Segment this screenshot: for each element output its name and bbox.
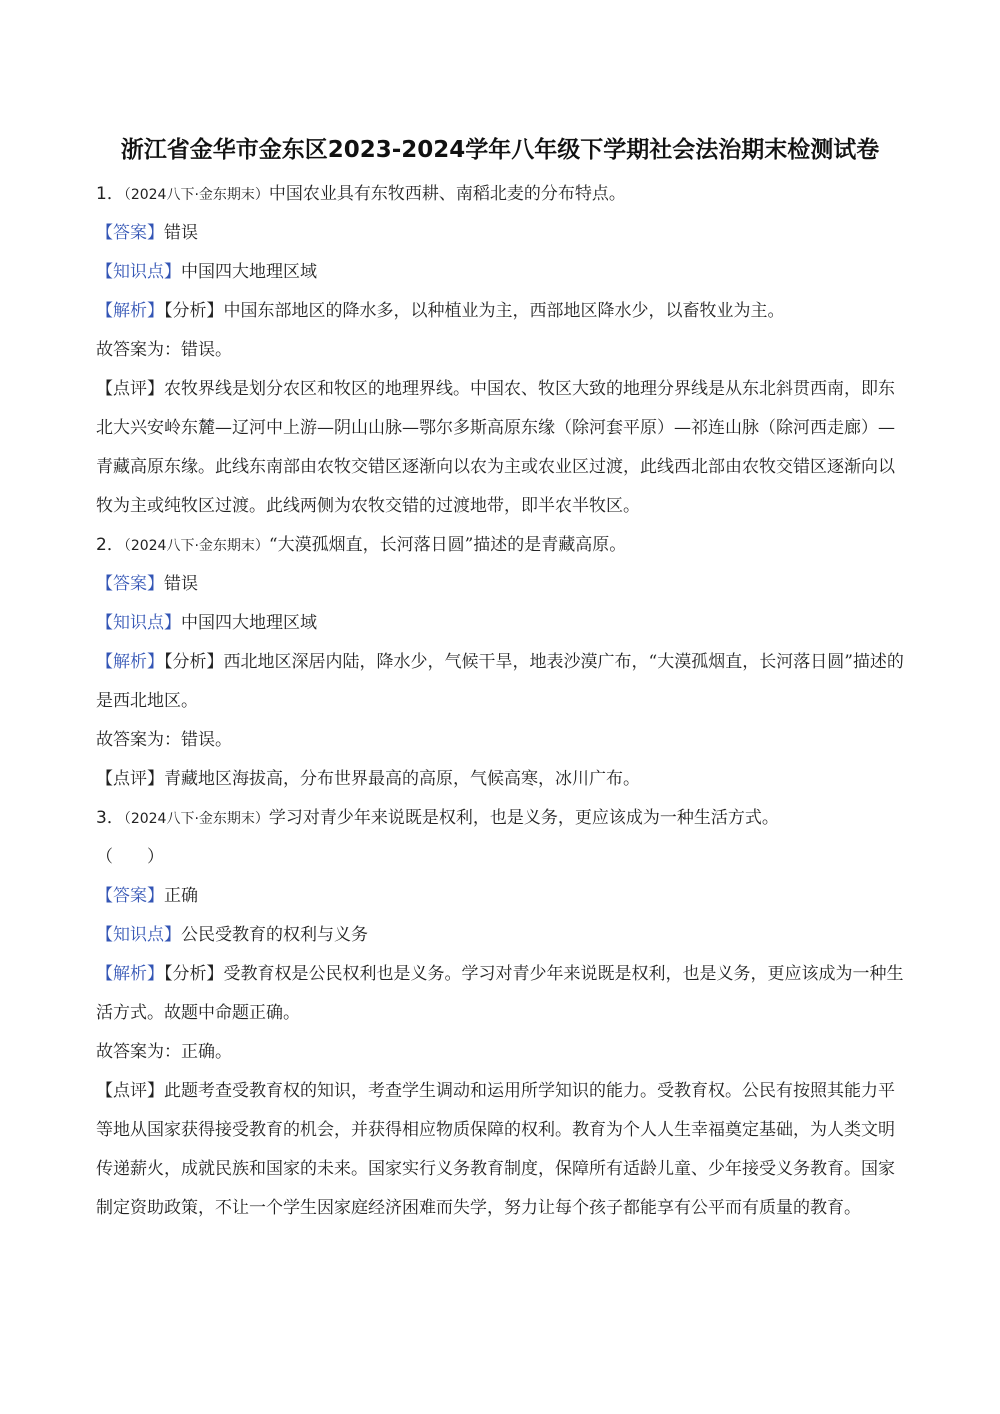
question-number: 1． <box>96 184 124 204</box>
answer-value: 错误 <box>164 223 198 243</box>
answer-row <box>96 877 906 916</box>
knowledge-value: 公民受教育的权利与义务 <box>181 925 368 945</box>
document-title: 浙江省金华市金东区2023-2024学年八年级下学期社会法治期末检测试卷 <box>120 137 880 163</box>
analysis-row <box>96 292 906 331</box>
question-source: （2024八下·金东期末） <box>123 187 269 203</box>
comment-paragraph <box>96 1072 906 1228</box>
answer-value: 正确 <box>164 886 198 906</box>
answer-label: 【答案】 <box>96 886 164 906</box>
question-number: 2． <box>96 535 124 555</box>
question-source: （2024八下·金东期末） <box>123 538 269 554</box>
answer-row <box>96 565 906 604</box>
question-list <box>96 175 906 1228</box>
fenxi-label: 【分析】 <box>164 652 224 672</box>
question-text: 中国农业具有东牧西耕、南稻北麦的分布特点。 <box>268 184 626 204</box>
comment-text: 此题考查受教育权的知识，考查学生调动和运用所学知识的能力。受教育权。公民有按照其能力平等地从国家获得接受教育的机会，并获得相应物质保障的权利。教育为个人人生幸福奠定基础，为人类文明传递薪火，成就民族和国家的未来。国家实行义务教育制度，保障所有适龄儿童、少年接受义务教育。国家制定资助政策，不让一个学生因家庭经济困难而失学，努力让每个孩子都能享有公平而有质量的教育。 <box>96 1081 895 1218</box>
fenxi-label: 【分析】 <box>164 964 224 984</box>
analysis-paragraph <box>96 955 906 1033</box>
answer-label: 【答案】 <box>96 223 164 243</box>
knowledge-label: 【知识点】 <box>96 262 181 282</box>
comment-row <box>96 760 906 799</box>
comment-label: 【点评】 <box>96 769 164 789</box>
analysis-text: 中国东部地区的降水多，以种植业为主，西部地区降水少，以畜牧业为主。 <box>223 301 785 321</box>
question-text: “大漠孤烟直，长河落日圆”描述的是青藏高原。 <box>268 535 627 555</box>
conclusion-row: 故答案为：错误。 <box>96 340 232 360</box>
analysis-text: 西北地区深居内陆，降水少，气候干旱，地表沙漠广布，“大漠孤烟直，长河落日圆”描述的是西北地区。 <box>96 652 904 711</box>
question-source: （2024八下·金东期末） <box>123 811 269 827</box>
knowledge-value: 中国四大地理区域 <box>181 613 317 633</box>
question-number: 3． <box>96 808 124 828</box>
comment-text: 农牧界线是划分农区和牧区的地理界线。中国农、牧区大致的地理分界线是从东北斜贯西南，即东北大兴安岭东麓—辽河中上游—阴山山脉—鄂尔多斯高原东缘（除河套平原）—祁连山脉（除河西走廊）—青藏高原东缘。此线东南部由农牧交错区逐渐向以农为主或农业区过渡，此线西北部由农牧交错区逐渐向以牧为主或纯牧区过渡。此线两侧为农牧交错的过渡地带，即半农半牧区。 <box>96 379 895 516</box>
question-stem <box>96 526 906 565</box>
analysis-label: 【解析】 <box>96 964 164 984</box>
comment-label: 【点评】 <box>96 1081 164 1101</box>
analysis-paragraph <box>96 643 906 721</box>
question-1 <box>96 175 906 526</box>
answer-row <box>96 214 906 253</box>
knowledge-row <box>96 916 906 955</box>
knowledge-value: 中国四大地理区域 <box>181 262 317 282</box>
conclusion-row: 故答案为：正确。 <box>96 1042 232 1062</box>
conclusion-row: 故答案为：错误。 <box>96 730 232 750</box>
analysis-label: 【解析】 <box>96 652 164 672</box>
knowledge-row <box>96 604 906 643</box>
knowledge-label: 【知识点】 <box>96 925 181 945</box>
answer-value: 错误 <box>164 574 198 594</box>
answer-blank: （ ） <box>96 847 164 867</box>
analysis-text: 受教育权是公民权利也是义务。学习对青少年来说既是权利，也是义务，更应该成为一种生活方式。故题中命题正确。 <box>96 964 904 1023</box>
question-text: 学习对青少年来说既是权利，也是义务，更应该成为一种生活方式。 <box>268 808 779 828</box>
comment-label: 【点评】 <box>96 379 164 399</box>
question-stem <box>96 799 906 838</box>
analysis-label: 【解析】 <box>96 301 164 321</box>
question-3 <box>96 799 906 1228</box>
comment-paragraph <box>96 370 906 526</box>
answer-label: 【答案】 <box>96 574 164 594</box>
question-stem <box>96 175 906 214</box>
comment-text: 青藏地区海拔高，分布世界最高的高原，气候高寒，冰川广布。 <box>164 769 640 789</box>
knowledge-row <box>96 253 906 292</box>
knowledge-label: 【知识点】 <box>96 613 181 633</box>
question-2 <box>96 526 906 799</box>
fenxi-label: 【分析】 <box>164 301 224 321</box>
